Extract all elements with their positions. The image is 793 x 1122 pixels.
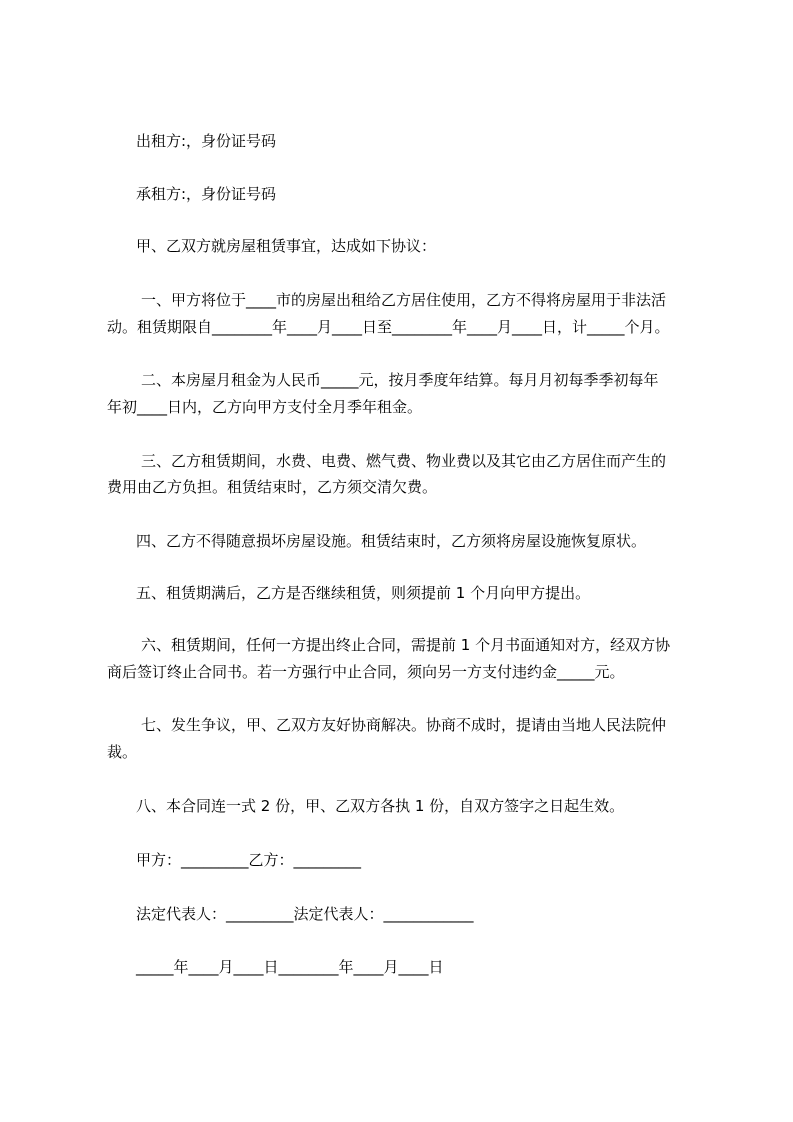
parties-signature-line: 甲方：_________乙方：_________ bbox=[136, 851, 362, 869]
clause-1-line-2: 动。租赁期限自________年____月____日至________年____月____日，计_____个月。 bbox=[107, 318, 670, 336]
clause-3-line-1: 三、乙方租赁期间，水费、电费、燃气费、物业费以及其它由乙方居住而产生的 bbox=[141, 452, 667, 470]
lessee-line: 承租方:，身份证号码 bbox=[136, 185, 277, 203]
legal-representative-signature-line: 法定代表人：_________法定代表人：____________ bbox=[136, 905, 474, 923]
clause-7-line-2: 裁。 bbox=[107, 743, 138, 761]
clause-5: 五、租赁期满后，乙方是否继续租赁，则须提前 1 个月向甲方提出。 bbox=[136, 584, 591, 602]
clause-7-line-1: 七、发生争议，甲、乙双方友好协商解决。协商不成时，提请由当地人民法院仲 bbox=[141, 716, 667, 734]
lessor-line: 出租方:，身份证号码 bbox=[136, 132, 277, 150]
clause-2-line-2: 年初____日内，乙方向甲方支付全月季年租金。 bbox=[107, 398, 423, 416]
clause-6-line-1: 六、租赁期间，任何一方提出终止合同，需提前 1 个月书面通知对方，经双方协 bbox=[141, 636, 671, 654]
clause-1-line-1: 一、甲方将位于____市的房屋出租给乙方居住使用，乙方不得将房屋用于非法活 bbox=[141, 291, 667, 309]
agreement-intro: 甲、乙双方就房屋租赁事宜，达成如下协议： bbox=[136, 237, 437, 255]
clause-6-line-2: 商后签订终止合同书。若一方强行中止合同，须向另一方支付违约金_____元。 bbox=[107, 663, 625, 681]
clause-2-line-1: 二、本房屋月租金为人民币_____元，按月季度年结算。每月月初每季季初每年 bbox=[141, 371, 659, 389]
signing-date-line: _____年____月____日________年____月____日 bbox=[136, 958, 444, 976]
clause-8: 八、本合同连一式 2 份，甲、乙双方各执 1 份，自双方签字之日起生效。 bbox=[136, 797, 625, 815]
clause-3-line-2: 费用由乙方负担。租赁结束时，乙方须交清欠费。 bbox=[107, 478, 438, 496]
clause-4: 四、乙方不得随意损坏房屋设施。租赁结束时，乙方须将房屋设施恢复原状。 bbox=[136, 532, 647, 550]
